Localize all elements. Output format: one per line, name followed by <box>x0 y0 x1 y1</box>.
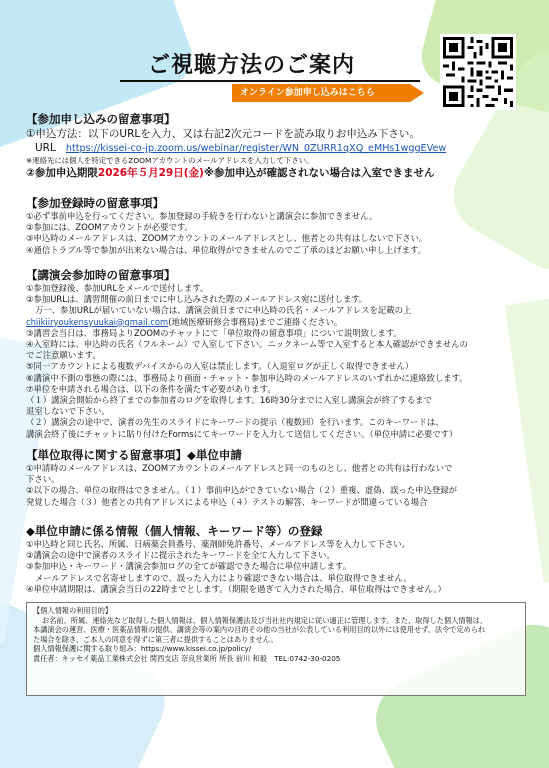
signup-arrow-link[interactable]: オンライン参加申し込みはこちら <box>232 84 410 102</box>
deadline-suffix: ※参加申込が確認されない場合は入室できません <box>203 167 435 179</box>
section-heading: 【参加申し込みの留意事項】 <box>26 112 176 126</box>
registration-link[interactable]: https://kissei-co-jp.zoom.us/webinar/register/WN_0ZURR1qXQ_eMHs1wggEVew <box>65 143 447 154</box>
section-heading: ◆単位申請に係る情報（個人情報、キーワード等）の登録 <box>26 524 323 538</box>
list-item: ①申込時と同じ氏名、所属、日病薬会員番号、薬剤師免許番号、メールアドレス等を入力して下さい。 <box>26 539 410 549</box>
list-item: ④単位申請期限は、講演会当日の22時までとします。（期限を過ぎて入力された場合、単位取得はできません。） <box>26 583 446 594</box>
list-item: ③参加申込・キーワード・講演会参加ログの全てが確認できた場合に単位申請します。 <box>26 561 352 572</box>
signup-method: ①申込方法：以下のURLを入力、又は右記2次元コードを読み取りお申込み下さい。 <box>26 128 420 140</box>
list-item: ②講演会の途中で演者のスライドに提示されたキーワードを全て入力して下さい。 <box>26 550 335 561</box>
section-heading: 【講演会参加時の留意事項】 <box>26 268 176 282</box>
list-item: ①参加登録後、参加URLをメールで送付します。 <box>26 283 209 293</box>
list-item: メールアドレスで名寄せしますので、誤った入力により確認できない場合は、単位取得できません。 <box>35 572 412 583</box>
section-heading: 【単位取得に関する留意事項】◆単位申請 <box>26 448 242 462</box>
list-item: 万一、参加URLが届いていない場合は、講演会前日までに申込時の氏名・メールアドレスを記載の上 <box>35 305 412 316</box>
privacy-text: お名前、所属、連絡先など取得した個人情報は、個人情報保護法及び当社社内規定に従い適正に管理します。また、取得した個人情報は、 <box>42 615 488 625</box>
list-item: ⑥講演中不測の事態の際には、事務局より画面・チャット・参加申込時のメールアドレスのいずれかに連絡致します。 <box>26 372 468 383</box>
section-heading: 【参加登録時の留意事項】 <box>26 196 164 210</box>
url-line <box>26 141 526 156</box>
list-item: 下さい。 <box>26 474 60 485</box>
qr-code[interactable] <box>440 34 516 110</box>
list-item: 講演会終了後にチャットに貼り付けたFormsにてキーワードを入力して送信してください。（単位申請に必要です） <box>26 428 458 439</box>
list-item: （２）講演会の途中で、演者の先生のスライドにキーワードの提示（複数回）を行います。このキーワードは、 <box>26 417 444 428</box>
privacy-policy-link[interactable]: 個人情報保護に関する取り組み：https://www.kissei.co.jp/policy/ <box>33 644 252 654</box>
list-item: ①申請時のメールアドレスは、ZOOMアカウントのメールアドレスと同一のものとし、他者との共有は行わないで <box>26 463 453 473</box>
section-attendance-notes <box>26 268 526 440</box>
list-item: ③申込時のメールアドレスは、ZOOMアカウントのメールアドレスとし、他者との共有はしないで下さい。 <box>26 233 428 244</box>
list-item: 発覚した場合（３）他者との共有アドレスによる申込（４）テストの解答、キーワードが間違っている場合 <box>26 496 428 507</box>
list-item: でご注意願います。 <box>26 350 101 361</box>
url-label: URL <box>35 142 56 154</box>
page-title: ご視聴方法のご案内 <box>148 53 356 78</box>
list-item: ①必ず事前申込を行ってください。参加登録の手続きを行わないと講演会に参加できません。 <box>26 211 378 221</box>
deadline-prefix: ②参加申込期限 <box>26 167 98 179</box>
privacy-text: た場合を除き、ご本人の同意を得ずに第三者に提供することはありません。 <box>33 634 278 644</box>
title-underline <box>120 80 420 82</box>
list-item: ②参加には、ZOOMアカウントが必要です。 <box>26 222 193 233</box>
privacy-text: 本講演会の運営、医療・医薬品情報の提供、講演会等の案内の目的その他の当社が公表している利用目的以外には使用せず、法令で定められ <box>33 625 486 635</box>
deadline-line <box>26 166 526 180</box>
list-item: ②参加URLは、講習開催の前日までに申し込みされた際のメールアドレス宛に送付します。 <box>26 294 368 305</box>
list-item: 退室しないで下さい。 <box>26 406 110 417</box>
section-signup-notes <box>26 112 526 180</box>
email-note: ※連絡先には個人を特定できるZOOMアカウントのメールアドレスを入力して下さい。 <box>26 156 314 165</box>
list-item: ④入室時には、申込時の氏名（フルネーム）で入室して下さい。ニックネーム等で入室すると本人確認ができませんの <box>26 339 468 350</box>
responsible-contact: 責任者：キッセイ薬品工業株式会社 関西支店 奈良営業所 所長 前川 和毅 TEL:0742-30-0205 <box>33 653 341 663</box>
contact-email[interactable]: chiikiiryoukensyuukai@gmail.com <box>26 316 169 327</box>
list-item: ③講習会当日は、事務局よりZOOMのチャットにて「単位取得の留意事項」について説明致します。 <box>26 327 402 338</box>
list-item: ④通信トラブル等で参加が出来ない場合は、単位取得ができませんのでご了承のほどお願い申し上げます。 <box>26 244 427 255</box>
privacy-box <box>26 602 526 696</box>
section-credit-notes <box>26 448 526 508</box>
privacy-heading: 【個人情報の利用目的】 <box>33 606 113 615</box>
list-item: ⑤同一アカウントによる複数デバイスからの入室は禁止します。（入退室ログが正しく取得できません） <box>26 361 414 372</box>
list-item: （１）講演会開始から終了までの参加者のログを取得します。16時30分までに入室し講演会が終了するまで <box>26 395 432 406</box>
list-item: ⑦単位を申請される場合は、以下の条件を満たす必要があります。 <box>26 383 276 394</box>
list-item: ②以下の場合、単位の取得はできません。（１）事前申込ができていない場合（２）重複、虚偽、誤った申込登録が <box>26 485 457 496</box>
section-credit-registration <box>26 524 526 595</box>
section-registration-notes <box>26 196 526 256</box>
deadline-date: 2026年５月29日(金) <box>97 167 204 179</box>
list-item: chiikiiryoukensyuukai@gmail.com(地域医療研修会事務局)までご連絡ください。 <box>26 316 343 327</box>
